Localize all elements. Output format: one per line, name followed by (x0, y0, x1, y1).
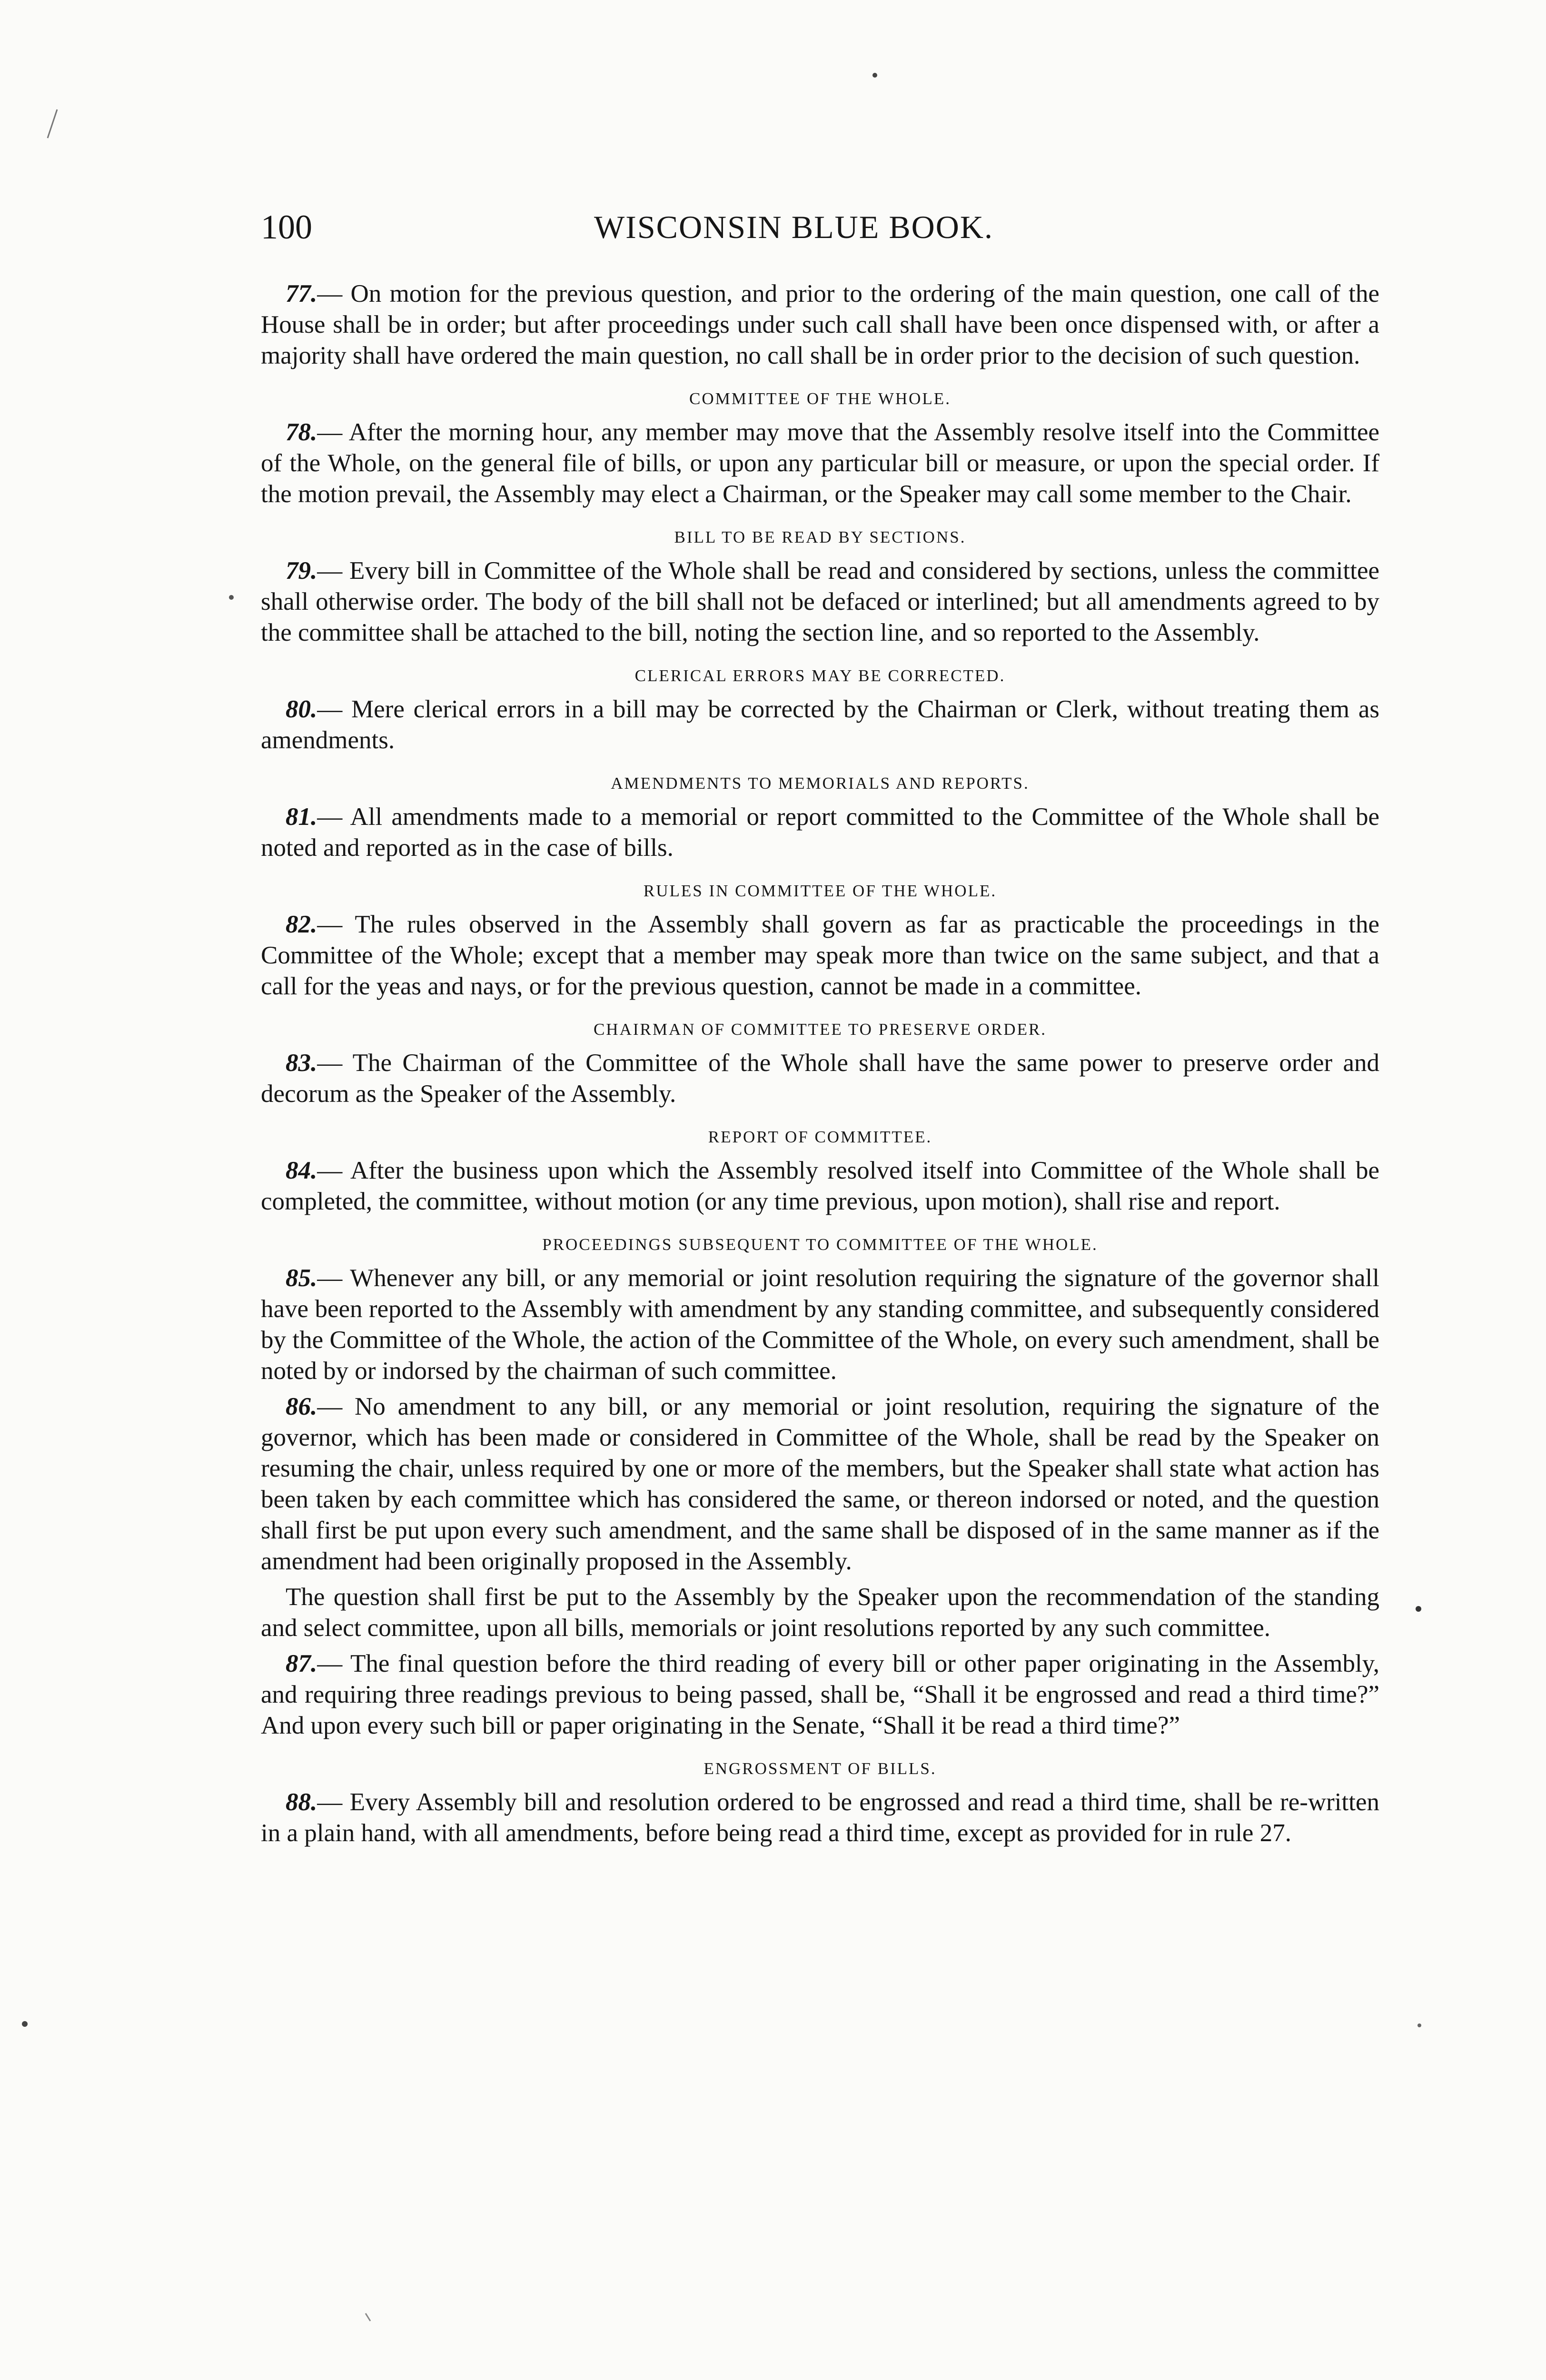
rule-paragraph-86-continued: The question shall first be put to the Assembly by the Speaker upon the recommendation of the standing and select committee, upon all bills, memorials or joint resolutions reported by any such committee. (261, 1583, 1379, 1642)
rule-paragraph-82 (261, 909, 1379, 1002)
section-heading: BILL TO BE READ BY SECTIONS. (674, 528, 966, 546)
rule-paragraph-78 (261, 417, 1379, 510)
rule-text: — Every bill in Committee of the Whole shall be read and considered by sections, unless the committee shall otherwise order. The body of the bill shall not be defaced or interlined; but all amendments agreed to by the committee shall be attached to the bill, noting the section line, and so reported to the Assembly. (261, 557, 1379, 646)
rule-paragraph-88 (261, 1787, 1379, 1849)
running-title: WISCONSIN BLUE BOOK. (594, 209, 993, 245)
rule-paragraph-86 (261, 1391, 1379, 1577)
rule-paragraph-87 (261, 1648, 1379, 1741)
running-header (261, 206, 1379, 248)
section-heading: RULES IN COMMITTEE OF THE WHOLE. (643, 882, 997, 900)
rule-number: 81. (286, 803, 317, 831)
page-number: 100 (261, 208, 312, 246)
ink-speck (872, 73, 877, 78)
section-heading: REPORT OF COMMITTEE. (708, 1128, 932, 1146)
rule-text: — On motion for the previous question, and prior to the ordering of the main question, one call of the House shall be in order; but after proceedings under such call shall have been once dispensed with, or after a majority shall have ordered the main question, no call shall be in order prior to the decision of such question. (261, 280, 1379, 369)
rule-paragraph-80 (261, 694, 1379, 756)
section-heading: AMENDMENTS TO MEMORIALS AND REPORTS. (611, 774, 1030, 793)
rule-number: 84. (286, 1157, 317, 1184)
rule-text: — After the morning hour, any member may move that the Assembly resolve itself into the Committee of the Whole, on the general file of bills, or upon any particular bill or measure, or upon the special order. If the motion prevail, the Assembly may elect a Chairman, or the Speaker may call some member to the Chair. (261, 418, 1379, 508)
rule-text: — Every Assembly bill and resolution ordered to be engrossed and read a third time, shall be re-written in a plain hand, with all amendments, before being read a third time, except as provided for in rule 27. (261, 1788, 1379, 1847)
rule-number: 85. (286, 1264, 317, 1292)
rule-paragraph-83 (261, 1048, 1379, 1110)
rule-number: 77. (286, 280, 317, 307)
rule-paragraph-84 (261, 1155, 1379, 1217)
rule-text: — All amendments made to a memorial or report committed to the Committee of the Whole shall be noted and reported as in the case of bills. (261, 803, 1379, 862)
rules-text (261, 278, 1379, 1854)
section-heading: CHAIRMAN OF COMMITTEE TO PRESERVE ORDER. (593, 1020, 1047, 1039)
section-heading: COMMITTEE OF THE WHOLE. (689, 389, 951, 408)
ink-speck (1417, 2023, 1421, 2027)
section-heading: CLERICAL ERRORS MAY BE CORRECTED. (634, 666, 1006, 685)
ink-speck (1416, 1606, 1421, 1612)
rule-text: — The final question before the third reading of every bill or other paper originating in the Assembly, and requiring three readings previous to being passed, shall be, “Shall it be engrossed and read a third time?” And upon every such bill or paper originating in the Senate, “Shall it be read a third time?” (261, 1650, 1379, 1739)
rule-paragraph-81 (261, 802, 1379, 863)
rule-paragraph-79 (261, 555, 1379, 648)
ink-speck (22, 2021, 28, 2027)
rule-number: 82. (286, 911, 317, 938)
rule-text: — No amendment to any bill, or any memorial or joint resolution, requiring the signature of the governor, which has been made or considered in Committee of the Whole, shall be read by the Speaker on resuming the chair, unless required by one or more of the members, but the Speaker shall state what action has been taken by each committee which has considered the same, or thereon indorsed or noted, and the question shall first be put upon every such amendment, and the same shall be disposed of in the same manner as if the amendment had been originally proposed in the Assembly. (261, 1393, 1379, 1575)
rule-text: — The Chairman of the Committee of the Whole shall have the same power to preserve order and decorum as the Speaker of the Assembly. (261, 1049, 1379, 1108)
rule-number: 79. (286, 557, 317, 585)
scan-mark (366, 2313, 370, 2321)
rule-number: 80. (286, 695, 317, 723)
rule-text: — After the business upon which the Assembly resolved itself into Committee of the Whole shall be completed, the committee, without motion (or any time previous, upon motion), shall rise and report. (261, 1157, 1379, 1215)
rule-text: — Mere clerical errors in a bill may be corrected by the Chairman or Clerk, without treating them as amendments. (261, 695, 1379, 754)
rule-number: 83. (286, 1049, 317, 1077)
rule-number: 87. (286, 1650, 317, 1677)
rule-number: 86. (286, 1393, 317, 1420)
rule-text: — The rules observed in the Assembly shall govern as far as practicable the proceedings in the Committee of the Whole; except that a member may speak more than twice on the same subject, and that a call for the yeas and nays, or for the previous question, cannot be made in a committee. (261, 911, 1379, 1000)
section-heading: PROCEEDINGS SUBSEQUENT TO COMMITTEE OF THE WHOLE. (542, 1235, 1098, 1254)
ink-speck (229, 595, 234, 600)
rule-paragraph-85 (261, 1263, 1379, 1387)
section-heading: ENGROSSMENT OF BILLS. (704, 1759, 937, 1778)
rule-paragraph-77 (261, 278, 1379, 371)
rule-number: 78. (286, 418, 317, 446)
rule-number: 88. (286, 1788, 317, 1816)
scan-mark (48, 109, 57, 138)
rule-text: — Whenever any bill, or any memorial or joint resolution requiring the signature of the governor shall have been reported to the Assembly with amendment by any standing committee, and subsequently considered by the Committee of the Whole, the action of the Committee of the Whole, on every such amendment, shall be noted by or indorsed by the chairman of such committee. (261, 1264, 1379, 1385)
